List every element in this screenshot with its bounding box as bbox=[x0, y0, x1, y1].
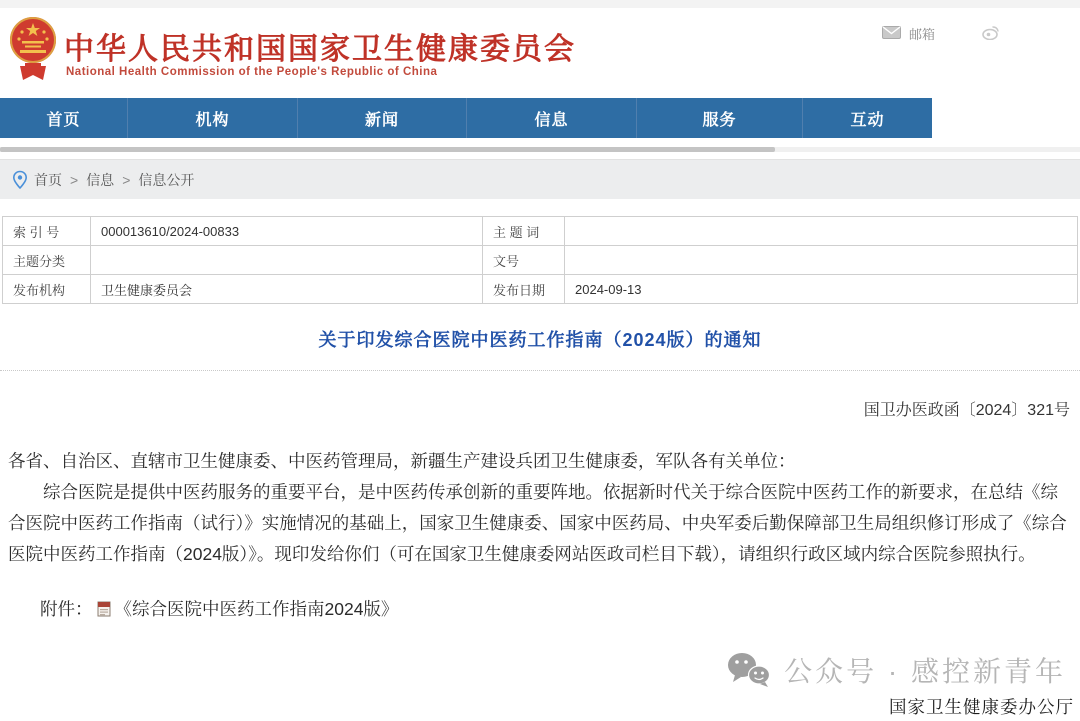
site-header bbox=[0, 8, 1080, 98]
location-pin-icon bbox=[12, 170, 28, 190]
meta-value-publisher: 卫生健康委员会 bbox=[91, 275, 483, 304]
nav-item-services[interactable]: 服务 bbox=[637, 98, 803, 138]
nav-item-institution[interactable]: 机构 bbox=[128, 98, 298, 138]
breadcrumb bbox=[0, 159, 1080, 199]
meta-value-doc-no bbox=[565, 246, 1078, 275]
attachment-link[interactable]: 《综合医院中医药工作指南2024版》 bbox=[114, 599, 399, 619]
document-meta-table bbox=[2, 216, 1078, 304]
watermark-text: 公众号 · 感控新青年 bbox=[784, 656, 1066, 687]
mailbox-link[interactable] bbox=[882, 24, 935, 43]
meta-label-doc-no: 文号 bbox=[483, 246, 565, 275]
breadcrumb-info-disclosure[interactable]: 信息公开 bbox=[138, 171, 195, 188]
document-body bbox=[0, 446, 1080, 570]
nav-item-home[interactable]: 首页 bbox=[0, 98, 128, 138]
document-number: 国卫办医政函〔2024〕321号 bbox=[863, 402, 1070, 419]
meta-label-index-no: 索 引 号 bbox=[3, 217, 91, 246]
mailbox-label: 邮箱 bbox=[908, 27, 935, 42]
document-signature: 国家卫生健康委办公厅 bbox=[889, 697, 1074, 717]
main-nav bbox=[0, 98, 1080, 138]
horizontal-scrollbar bbox=[0, 147, 1080, 152]
paragraph-main: 综合医院是提供中医药服务的重要平台，是中医药传承创新的重要阵地。依据新时代关于综合医院中医药工作的新要求，在总结《综合医院中医药工作指南（试行）》实施情况的基础上，国家卫生健康委、国家中医药局、中央军委后勤保障部卫生局组织修订形成了《综合医院中医药工作指南（2024版）》。现印发给你们（可在国家卫生健康委网站医政司栏目下载），请组织行政区域内综合医院参照执行。 bbox=[8, 482, 1067, 564]
top-strip bbox=[0, 0, 1080, 8]
site-title: 中华人民共和国国家卫生健康委员会 bbox=[64, 33, 576, 66]
wechat-icon bbox=[726, 651, 772, 689]
breadcrumb-separator: > bbox=[122, 171, 131, 188]
meta-label-category: 主题分类 bbox=[3, 246, 91, 275]
mail-icon bbox=[882, 26, 901, 42]
site-subtitle: National Health Commission of the People's Republic of China bbox=[66, 66, 438, 78]
nav-item-news[interactable]: 新闻 bbox=[298, 98, 467, 138]
breadcrumb-separator: > bbox=[70, 171, 79, 188]
breadcrumb-home[interactable]: 首页 bbox=[34, 171, 62, 188]
meta-value-index-no: 000013610/2024-00833 bbox=[91, 217, 483, 246]
national-emblem-icon bbox=[8, 14, 58, 86]
meta-value-category bbox=[91, 246, 483, 275]
pdf-icon bbox=[97, 601, 111, 617]
table-row bbox=[3, 246, 1078, 275]
paragraph-addressees: 各省、自治区、直辖市卫生健康委、中医药管理局，新疆生产建设兵团卫生健康委，军队各有关单位： bbox=[8, 451, 796, 471]
nav-item-information[interactable]: 信息 bbox=[467, 98, 637, 138]
attachment-label: 附件： bbox=[40, 599, 93, 619]
attachment-row bbox=[0, 596, 1080, 621]
meta-label-publisher: 发布机构 bbox=[3, 275, 91, 304]
table-row bbox=[3, 217, 1078, 246]
meta-label-pub-date: 发布日期 bbox=[483, 275, 565, 304]
watermark bbox=[726, 650, 1066, 690]
meta-value-subject-word bbox=[565, 217, 1078, 246]
table-row bbox=[3, 275, 1078, 304]
meta-label-subject-word: 主 题 词 bbox=[483, 217, 565, 246]
meta-value-pub-date: 2024-09-13 bbox=[565, 275, 1078, 304]
dotted-divider bbox=[0, 370, 1080, 371]
scrollbar-thumb[interactable] bbox=[0, 147, 775, 152]
breadcrumb-information[interactable]: 信息 bbox=[86, 171, 115, 188]
page-title: 关于印发综合医院中医药工作指南（2024版）的通知 bbox=[318, 330, 762, 350]
weibo-icon[interactable] bbox=[982, 25, 1000, 45]
nav-item-interaction[interactable]: 互动 bbox=[803, 98, 932, 138]
